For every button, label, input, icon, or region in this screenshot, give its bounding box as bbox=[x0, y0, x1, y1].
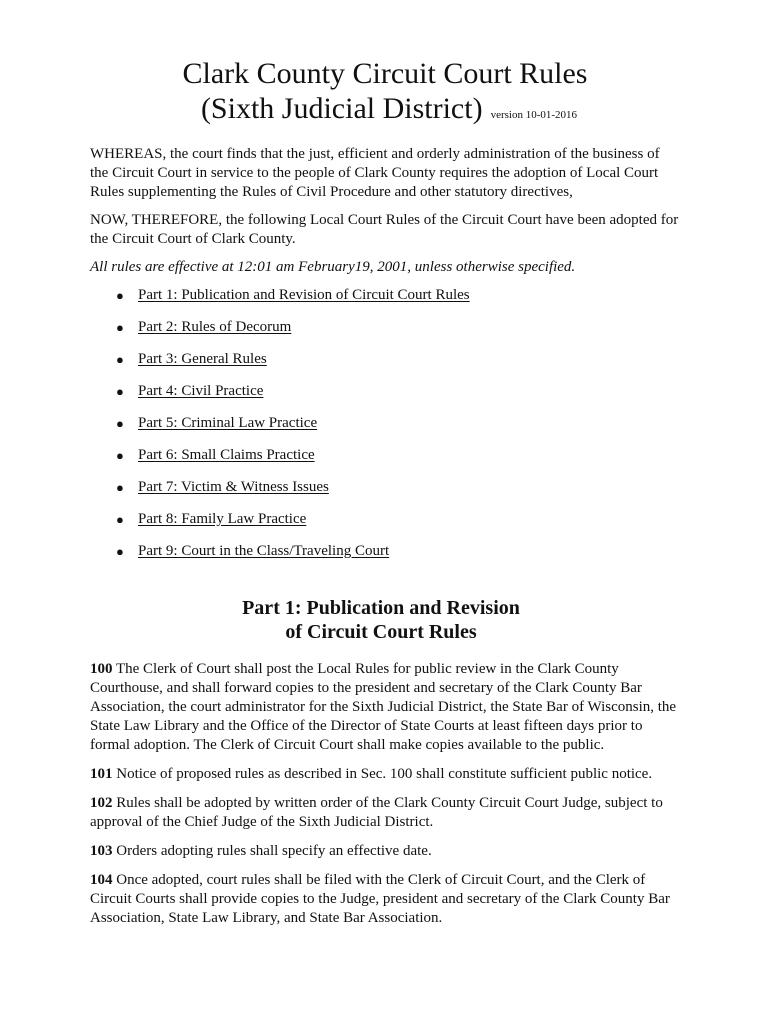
toc-item-part-5 bbox=[90, 414, 680, 446]
part-1-heading-line2: of Circuit Court Rules bbox=[285, 621, 477, 643]
toc-item-part-6 bbox=[90, 446, 680, 478]
bullet-icon: ● bbox=[116, 544, 124, 559]
rule-104 bbox=[90, 871, 680, 928]
part-1-heading bbox=[86, 596, 676, 644]
toc-item-part-4 bbox=[90, 382, 680, 414]
rule-text: Notice of proposed rules as described in Sec. 100 shall constitute sufficient public notice. bbox=[112, 766, 653, 782]
bullet-icon: ● bbox=[116, 512, 124, 527]
bullet-icon: ● bbox=[116, 352, 124, 367]
whereas-paragraph: WHEREAS, the court finds that the just, efficient and orderly administration of the business of the Circuit Court in service to the people of Clark County requires the adoption of Local Court Rules supplementing the Rules of Civil Procedure and other statutory directives, bbox=[90, 146, 660, 200]
bullet-icon: ● bbox=[116, 448, 124, 463]
toc-link-part-4[interactable]: Part 4: Civil Practice bbox=[138, 383, 264, 399]
rule-text: Orders adopting rules shall specify an effective date. bbox=[112, 843, 432, 859]
toc-link-part-5[interactable]: Part 5: Criminal Law Practice bbox=[138, 415, 318, 431]
rule-100 bbox=[90, 660, 680, 755]
bullet-icon: ● bbox=[116, 288, 124, 303]
toc-item-part-8 bbox=[90, 510, 680, 542]
now-therefore-paragraph: NOW, THEREFORE, the following Local Court Rules of the Circuit Court have been adopted for the Circuit Court of Clark County. bbox=[90, 212, 679, 247]
rule-number: 102 bbox=[90, 795, 113, 811]
effective-date-note: All rules are effective at 12:01 am February19, 2001, unless otherwise specified. bbox=[90, 259, 576, 275]
toc-link-part-2[interactable]: Part 2: Rules of Decorum bbox=[138, 319, 292, 335]
toc-item-part-7 bbox=[90, 478, 680, 510]
part-1-rules bbox=[90, 660, 680, 928]
bullet-icon: ● bbox=[116, 320, 124, 335]
toc-link-part-6[interactable]: Part 6: Small Claims Practice bbox=[138, 447, 315, 463]
rule-number: 104 bbox=[90, 872, 113, 888]
document-title: Clark County Circuit Court Rules bbox=[182, 57, 588, 90]
part-1-heading-line1: Part 1: Publication and Revision bbox=[242, 597, 520, 619]
rule-102 bbox=[90, 794, 680, 832]
rule-number: 101 bbox=[90, 766, 113, 782]
rule-101 bbox=[90, 765, 680, 784]
bullet-icon: ● bbox=[116, 480, 124, 495]
toc-item-part-1 bbox=[90, 286, 680, 318]
toc-link-part-7[interactable]: Part 7: Victim & Witness Issues bbox=[138, 479, 329, 495]
bullet-icon: ● bbox=[116, 384, 124, 399]
rule-text: Rules shall be adopted by written order of the Clark County Circuit Court Judge, subject to approval of the Chief Judge of the Sixth Judicial District. bbox=[90, 795, 663, 830]
toc-link-part-1[interactable]: Part 1: Publication and Revision of Circuit Court Rules bbox=[138, 287, 470, 303]
rule-text: Once adopted, court rules shall be filed with the Clerk of Circuit Court, and the Clerk of Circuit Courts shall provide copies to the Judge, president and secretary of the Clark County Bar Association, State Law Library, and State Bar Association. bbox=[90, 872, 670, 926]
title-block bbox=[90, 58, 680, 131]
toc-item-part-2 bbox=[90, 318, 680, 350]
version-label: version 10-01-2016 bbox=[490, 109, 578, 121]
subtitle-text: (Sixth Judicial District) bbox=[200, 92, 483, 125]
toc-item-part-9 bbox=[90, 542, 680, 574]
toc-item-part-3 bbox=[90, 350, 680, 382]
rule-text: The Clerk of Court shall post the Local Rules for public review in the Clark County Courthouse, and shall forward copies to the president and secretary of the Clark County Bar Association, the court administrator for the Sixth Judicial District, the State Bar of Wisconsin, the State Law Library and the Office of the Director of State Courts at least fifteen days prior to formal adoption. The Clerk of Circuit Court shall make copies available to the public. bbox=[90, 661, 677, 753]
rule-number: 100 bbox=[90, 661, 113, 677]
rule-103 bbox=[90, 842, 680, 861]
toc-link-part-9[interactable]: Part 9: Court in the Class/Traveling Court bbox=[138, 543, 390, 559]
intro-section bbox=[90, 145, 680, 277]
bullet-icon: ● bbox=[116, 416, 124, 431]
rule-number: 103 bbox=[90, 843, 113, 859]
document-subtitle bbox=[94, 93, 684, 131]
table-of-contents bbox=[90, 286, 680, 574]
toc-link-part-8[interactable]: Part 8: Family Law Practice bbox=[138, 511, 307, 527]
toc-link-part-3[interactable]: Part 3: General Rules bbox=[138, 351, 267, 367]
